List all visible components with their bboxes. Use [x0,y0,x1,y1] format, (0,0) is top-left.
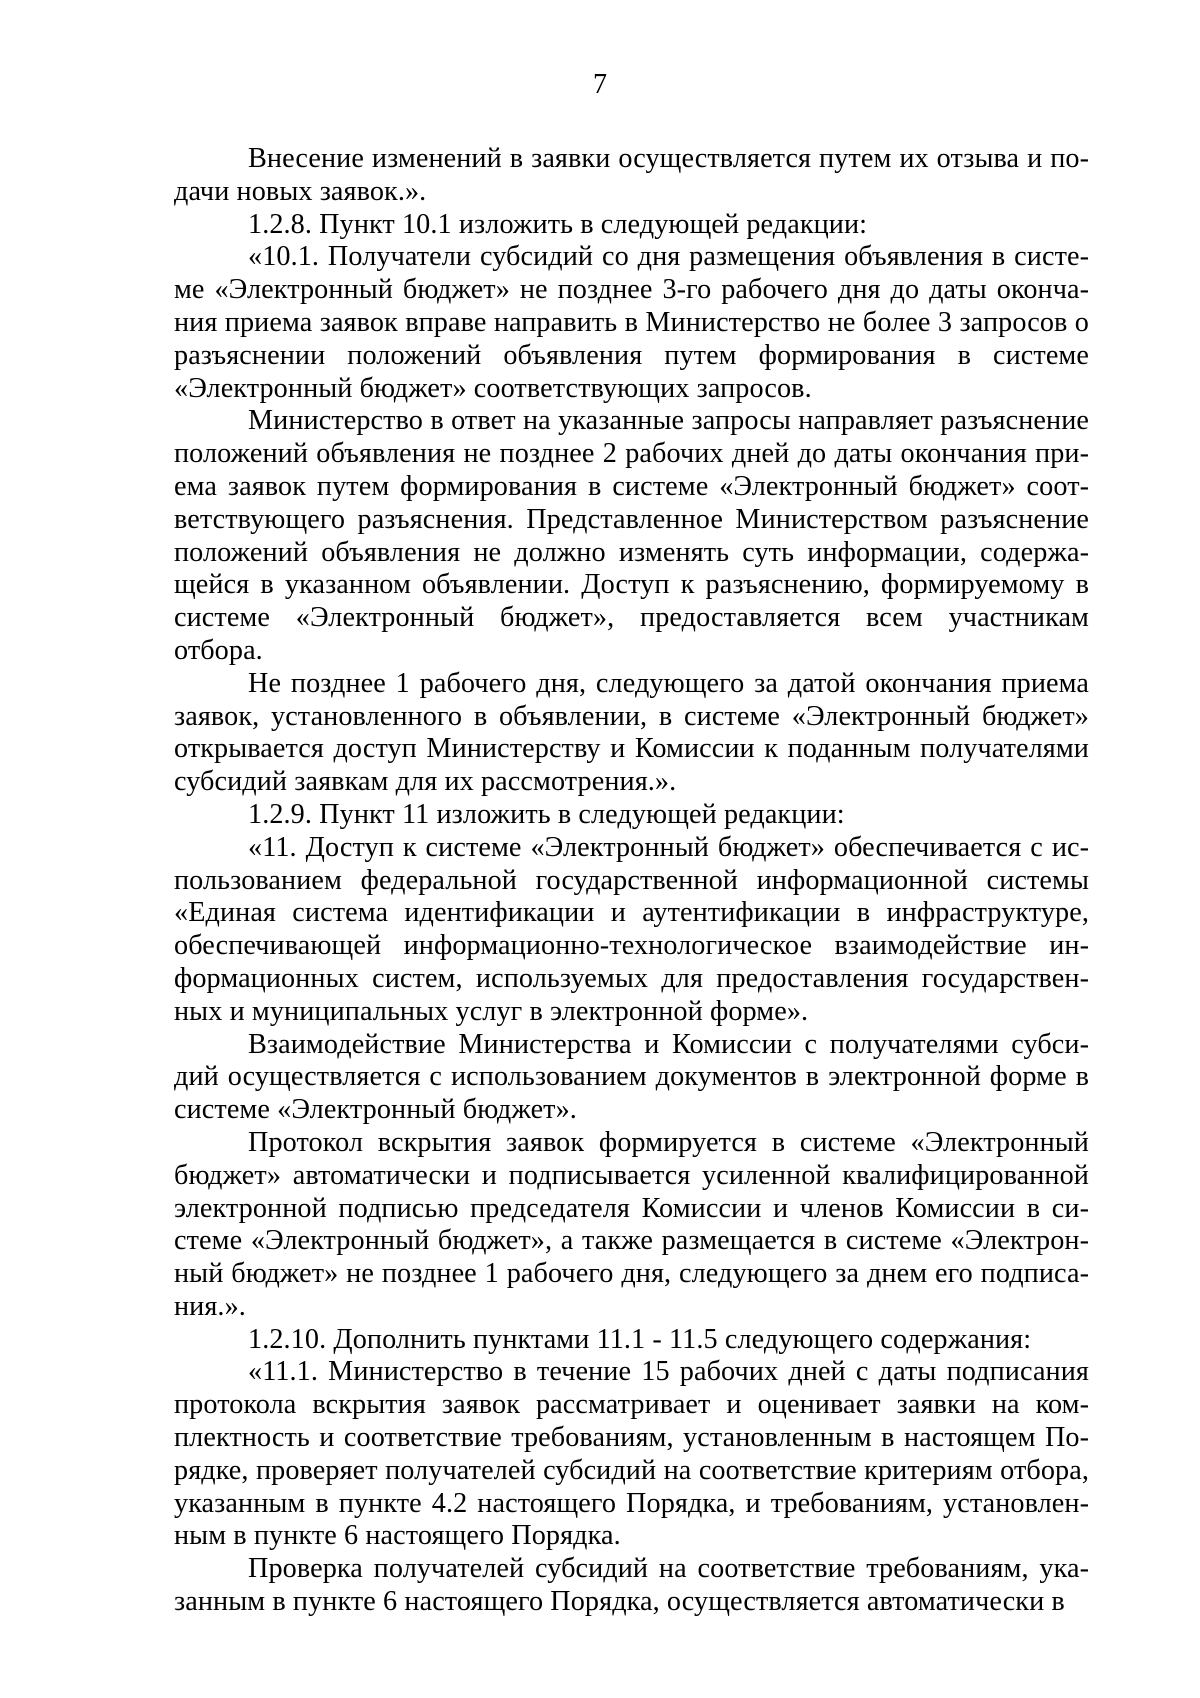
paragraph: «10.1. Получатели субсидий со дня размещения объявления в системе «Электронный бюджет» не позднее 3-го рабочего дня до даты окончания приема заявок вправе направить в Министерство не более 3 запросов о разъяснении положений объявления путем формирования в системе «Электронный бюджет» соответствующих запросов. [174,241,1089,404]
paragraph-amendment-heading: 1.2.9. Пункт 11 изложить в следующей редакции: [248,798,845,830]
paragraph: Внесение изменений в заявки осуществляется путем их отзыва и подачи новых заявок.». [174,143,1089,207]
paragraph: Министерство в ответ на указанные запросы направляет разъяснение положений объявления не позднее 2 рабочих дней до даты окончания приема заявок путем формирования в системе «Электронный бюджет» соответствующего разъяснения. Представленное Министерством разъяснение положений объявления не должно изменять суть информации, содержащейся в указанном объявлении. Доступ к разъяснению, формируемому в системе «Электронный бюджет», предоставляется всем участникам отбора. [174,405,1089,666]
paragraph: Взаимодействие Министерства и Комиссии с получателями субсидий осуществляется с использованием документов в электронной форме в системе «Электронный бюджет». [174,1028,1089,1126]
paragraph: «11. Доступ к системе «Электронный бюджет» обеспечивается с использованием федеральной государственной информационной системы «Единая система идентификации и аутентификации в инфраструктуре, обеспечивающей информационно-технологическое взаимодействие информационных систем, используемых для предоставления государственных и муниципальных услуг в электронной форме». [174,831,1089,1027]
paragraph: Не позднее 1 рабочего дня, следующего за датой окончания приема заявок, установленного в объявлении, в системе «Электронный бюджет» открывается доступ Министерству и Комиссии к поданным получателями субсидий заявкам для их рассмотрения.». [174,667,1089,798]
document-body [174,143,1089,1619]
paragraph: Проверка получателей субсидий на соответствие требованиям, указанным в пункте 6 настоящего Порядка, осуществляется автоматически в [174,1553,1089,1618]
paragraph-amendment-heading: 1.2.10. Дополнить пунктами 11.1 - 11.5 следующего содержания: [248,1323,1032,1355]
page-number: 7 [593,69,607,100]
paragraph: Протокол вскрытия заявок формируется в системе «Электронный бюджет» автоматически и подписывается усиленной квалифицированной электронной подписью председателя Комиссии и членов Комиссии в системе «Электронный бюджет», а также размещается в системе «Электронный бюджет» не позднее 1 рабочего дня, следующего за днем его подписания.». [174,1126,1089,1322]
paragraph-amendment-heading: 1.2.8. Пункт 10.1 изложить в следующей редакции: [248,208,868,240]
paragraph: «11.1. Министерство в течение 15 рабочих дней с даты подписания протокола вскрытия заявок рассматривает и оценивает заявки на комплектность и соответствие требованиям, установленным в настоящем Порядке, проверяет получателей субсидий на соответствие критериям отбора, указанным в пункте 4.2 настоящего Порядка, и требованиям, установленным в пункте 6 настоящего Порядка. [174,1356,1089,1552]
